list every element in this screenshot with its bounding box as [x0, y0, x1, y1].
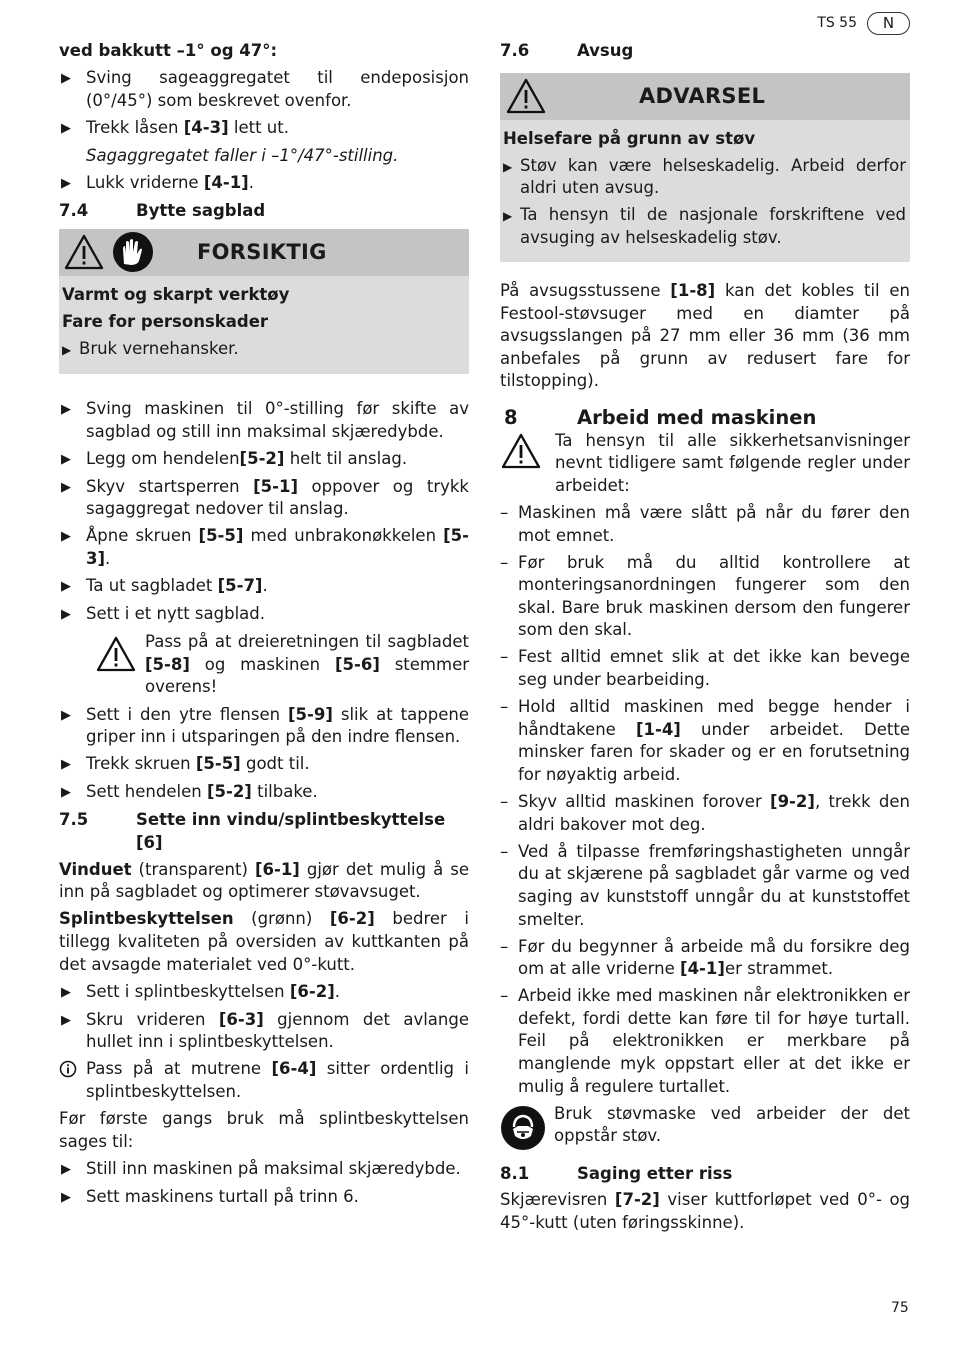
bullet-triangle-icon: ▶: [61, 71, 71, 87]
bullet-triangle-icon: ▶: [62, 342, 72, 357]
intro-heading: ved bakkutt –1° og 47°:: [59, 41, 278, 60]
gloves-icon: [112, 231, 154, 273]
info-note: Pass på at mutrene [6-4] sitter ordentlig i splintbeskyttelsen.: [59, 1058, 469, 1103]
section-heading-7-5: 7.5 Sette inn vindu/splintbeskyttelse [6]: [59, 810, 446, 853]
rule-item: – Maskinen må være slått på når du fører den mot emnet.: [500, 502, 910, 545]
section-heading-8: 8 Arbeid med maskinen: [504, 406, 817, 430]
rule-item: – Før du begynner å arbeide må du forsikre deg om at alle vriderne [4-1]er strammet.: [500, 936, 910, 979]
rule-item: – Før bruk må du alltid kontrollere at monteringsanordningen fungerer som den skal. Bare bruk maskinen dersom den fungerer som den skal.: [500, 552, 910, 640]
warning-note: Ta hensyn til alle sikkerhetsanvisninger nevnt tidligere samt følgende regler under arbeidet:: [500, 430, 910, 498]
list-item: ▶ Sving maskinen til 0°-stilling før skifte av sagblad og still inn maksimal skjæredybde.: [59, 398, 469, 443]
bullet-triangle-icon: ▶: [61, 120, 71, 136]
list-item: ▶ Lukk vriderne [4-1].: [59, 172, 469, 196]
bullet-triangle-icon: ▶: [61, 579, 71, 595]
dust-mask-icon: [500, 1105, 546, 1151]
warning-bullet: ▶ Ta hensyn til de nasjonale forskriftene ved avsuging av helseskadelig støv.: [503, 204, 906, 249]
model-name: TS 55: [817, 15, 857, 32]
info-icon: [59, 1060, 77, 1078]
warning-triangle-icon: [63, 233, 105, 271]
caution-line: Varmt og skarpt verktøy: [62, 284, 290, 304]
bullet-triangle-icon: ▶: [61, 401, 71, 417]
rule-item: – Skyv alltid maskinen forover [9-2], trekk den aldri bakover mot deg.: [500, 792, 910, 834]
list-item: ▶ Sett i den ytre flensen [5-9] slik at tappene griper inn i utsparingen på den indre flensen.: [59, 704, 469, 749]
warning-note: Pass på at dreieretningen til sagbladet [5-8] og maskinen [5-6] stemmer overens!: [59, 631, 469, 699]
bullet-triangle-icon: ▶: [61, 479, 71, 495]
result-text: Sagaggregatet faller i –1°/47°-stilling.: [86, 145, 399, 165]
caution-box: [59, 229, 469, 374]
paragraph: Splintbeskyttelsen (grønn) [6-2] bedrer i tillegg kvaliteten på oversiden av kuttkanten på det avsagde materialet ved 0°-kutt.: [59, 909, 469, 974]
list-item: ▶ Sett hendelen [5-2] tilbake.: [59, 781, 469, 805]
list-item: ▶ Sving sageaggregatet til endeposisjon (0°/45°) som beskrevet ovenfor.: [59, 67, 469, 112]
caution-header: [59, 229, 469, 276]
rule-item: – Arbeid ikke med maskinen når elektronikken er defekt, fordi dette kan føre til for høye turtall. Feil på elektronikken er merkbare på manglende myk oppstart eller at det ikke er mulig å regulere turtallet.: [500, 986, 910, 1096]
bullet-triangle-icon: ▶: [503, 209, 513, 224]
rule-item: – Ved å tilpasse fremføringshastigheten unngår du at skjærene på sagbladet går varme og ved saging av kunststoff unngår du at kunststoffet smelter.: [500, 841, 910, 929]
warning-title: ADVARSEL: [639, 83, 766, 108]
rule-item: – Fest alltid emnet slik at det ikke kan bevege seg under bearbeiding.: [500, 647, 910, 690]
warning-triangle-icon: [505, 77, 547, 115]
language-badge: N: [867, 12, 910, 35]
warning-line: Helsefare på grunn av støv: [503, 128, 756, 148]
list-item: ▶ Ta ut sagbladet [5-7].: [59, 575, 469, 599]
list-item: ▶ Sett maskinens turtall på trinn 6.: [59, 1186, 469, 1210]
paragraph: På avsugsstussene [1-8] kan det kobles til en Festool-støvsuger med en diamter på avsugsslangen på 27 mm eller 36 mm (36 mm anbefales på grunn av redusert fare for tilstopping).: [500, 281, 910, 391]
list-item: ▶ Skyv startsperren [5-1] oppover og trykk sagaggregat nedover til anslag.: [59, 476, 469, 521]
paragraph: Vinduet (transparent) [6-1] gjør det mulig å se inn på sagbladet og optimerer støvavsuget.: [59, 859, 469, 902]
list-item: ▶ Still inn maskinen på maksimal skjæredybde.: [59, 1158, 469, 1182]
paragraph: Skjærevisren [7-2] viser kuttforløpet ved 0°- og 45°-kutt (uten føringsskinne).: [500, 1190, 911, 1232]
section-heading-7-4: 7.4 Bytte sagblad: [59, 201, 266, 221]
page-number: 75: [891, 1300, 909, 1316]
bullet-triangle-icon: ▶: [61, 707, 71, 723]
bullet-triangle-icon: ▶: [61, 984, 71, 1000]
mask-note: Bruk støvmaske ved arbeider der det oppstår støv.: [500, 1103, 910, 1151]
bullet-triangle-icon: ▶: [61, 175, 71, 191]
bullet-triangle-icon: ▶: [61, 785, 71, 801]
paragraph: Før første gangs bruk må splintbeskyttelsen sages til:: [59, 1109, 469, 1151]
right-column: [500, 40, 910, 1239]
rule-item: – Hold alltid maskinen med begge hender i håndtakene [1-4] under arbeidet. Dette minsker faren for skader og er en forutsetning for nøyaktig arbeid.: [500, 697, 910, 784]
bullet-triangle-icon: ▶: [61, 1012, 71, 1028]
section-heading-7-6: 7.6 Avsug: [500, 41, 634, 60]
warning-header: [500, 73, 910, 120]
list-item: ▶ Skru vrideren [6-3] gjennom det avlange hullet inn i splintbeskyttelsen.: [59, 1009, 469, 1054]
bullet-triangle-icon: ▶: [61, 529, 71, 545]
bullet-triangle-icon: ▶: [61, 607, 71, 623]
caution-bullet: ▶ Bruk vernehansker.: [62, 338, 465, 362]
section-heading-8-1: 8.1 Saging etter riss: [500, 1163, 733, 1183]
list-item: ▶ Trekk låsen [4-3] lett ut.: [59, 117, 469, 141]
left-column: [59, 40, 469, 1214]
warning-bullet: ▶ Støv kan være helseskadelig. Arbeid derfor aldri uten avsug.: [503, 155, 906, 200]
caution-line: Fare for personskader: [62, 311, 269, 331]
list-item: ▶ Sett i et nytt sagblad.: [59, 603, 469, 627]
warning-triangle-icon: [95, 635, 137, 673]
warning-box: [500, 73, 910, 262]
bullet-triangle-icon: ▶: [61, 1161, 71, 1177]
list-item: ▶ Sett i splintbeskyttelsen [6-2].: [59, 981, 469, 1005]
page-header: [817, 12, 910, 35]
bullet-triangle-icon: ▶: [61, 757, 71, 773]
list-item: ▶ Trekk skruen [5-5] godt til.: [59, 753, 469, 777]
caution-title: FORSIKTIG: [197, 239, 327, 264]
list-item: ▶ Legg om hendelen[5-2] helt til anslag.: [59, 448, 469, 472]
warning-triangle-icon: [500, 432, 542, 470]
bullet-triangle-icon: ▶: [503, 159, 513, 174]
bullet-triangle-icon: ▶: [61, 1189, 71, 1205]
list-item: ▶ Åpne skruen [5-5] med unbrakonøkkelen [5-3].: [59, 525, 469, 570]
bullet-triangle-icon: ▶: [61, 451, 71, 467]
